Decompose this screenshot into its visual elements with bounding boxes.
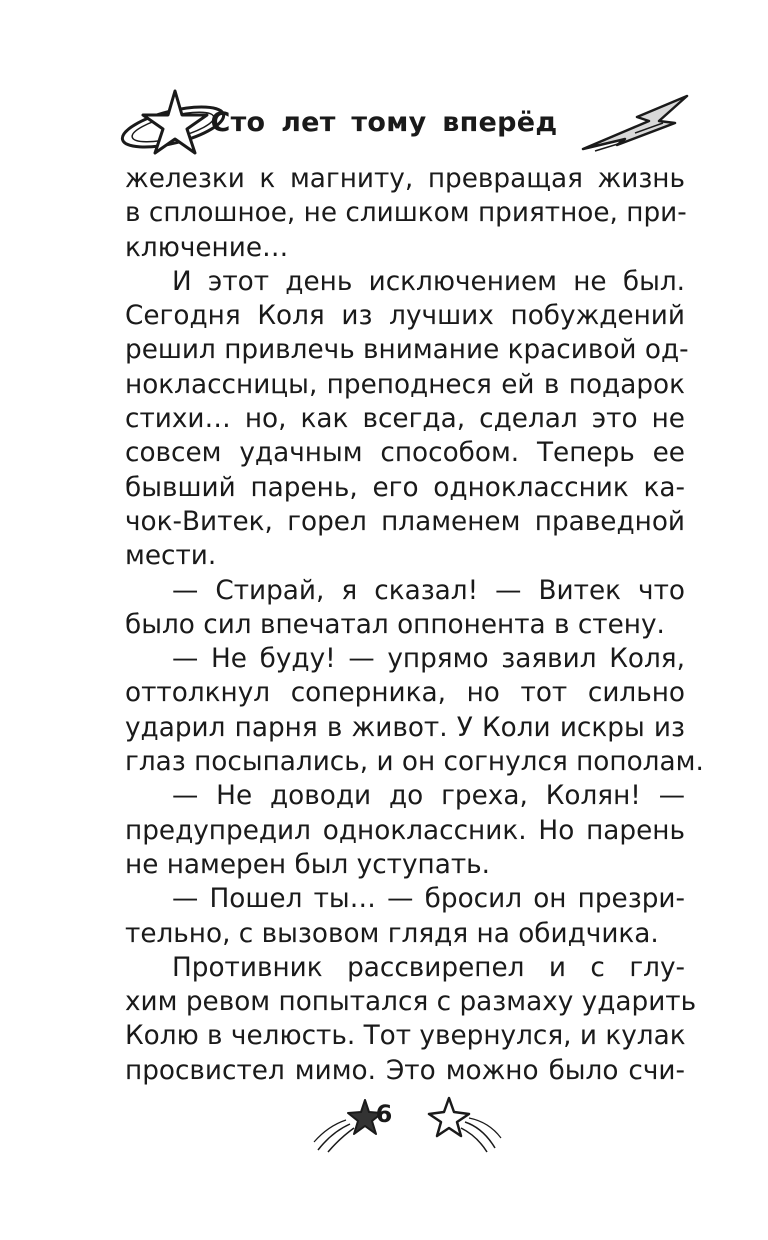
page-body [125,162,704,1088]
text-line: хим ревом попытался с размаху ударить [125,987,697,1018]
text-line: И этот день исключением не был. [172,266,685,297]
text-line: предупредил одноклассник. Но парень [125,815,685,846]
text-line: мести. [125,541,217,572]
lightning-bolt-icon [575,93,690,158]
page-number: 6 [375,1100,393,1128]
text-line: стихи… но, как всегда, сделал это не [125,404,685,435]
text-line: — Не доводи до греха, Колян! — [172,781,685,812]
text-line: — Стирай, я сказал! — Витек что [172,575,685,606]
running-header [0,85,768,165]
text-line: Сегодня Коля из лучших побуждений [125,301,685,332]
page-footer [0,1088,768,1158]
text-line: бывший парень, его одноклассник ка- [125,472,685,503]
text-line: решил привлечь внимание красивой од- [125,335,689,366]
text-line: ключение… [125,232,289,263]
text-line: оттолкнул соперника, но тот сильно [125,678,685,709]
text-line: ноклассницы, преподнеся ей в подарок [125,369,685,400]
text-line: совсем удачным способом. Теперь ее [125,438,685,469]
text-line: Противник рассвирепел и с глу- [172,952,685,983]
text-line: не намерен был уступать. [125,849,491,880]
shooting-star-icon [425,1088,505,1153]
text-line: тельно, с вызовом глядя на обидчика. [125,918,659,949]
text-line: чок-Витек, горел пламенем праведной [125,506,685,537]
text-line: Колю в челюсть. Тот увернулся, и кулак [125,1021,686,1052]
text-line: просвистел мимо. Это можно было счи- [125,1055,685,1086]
text-line: было сил впечатал оппонента в стену. [125,609,665,640]
page-title: Сто лет тому вперёд [210,107,558,138]
text-line: железки к магниту, превращая жизнь [125,164,685,194]
text-line: ударил парня в живот. У Коли искры из [125,712,685,743]
text-line: в сплошное, не слишком приятное, при- [125,198,687,229]
text-line: — Пошел ты… — бросил он презри- [172,884,685,915]
text-line: — Не буду! — упрямо заявил Коля, [172,644,685,675]
text-line: глаз посыпались, и он согнулся пополам. [125,747,704,778]
